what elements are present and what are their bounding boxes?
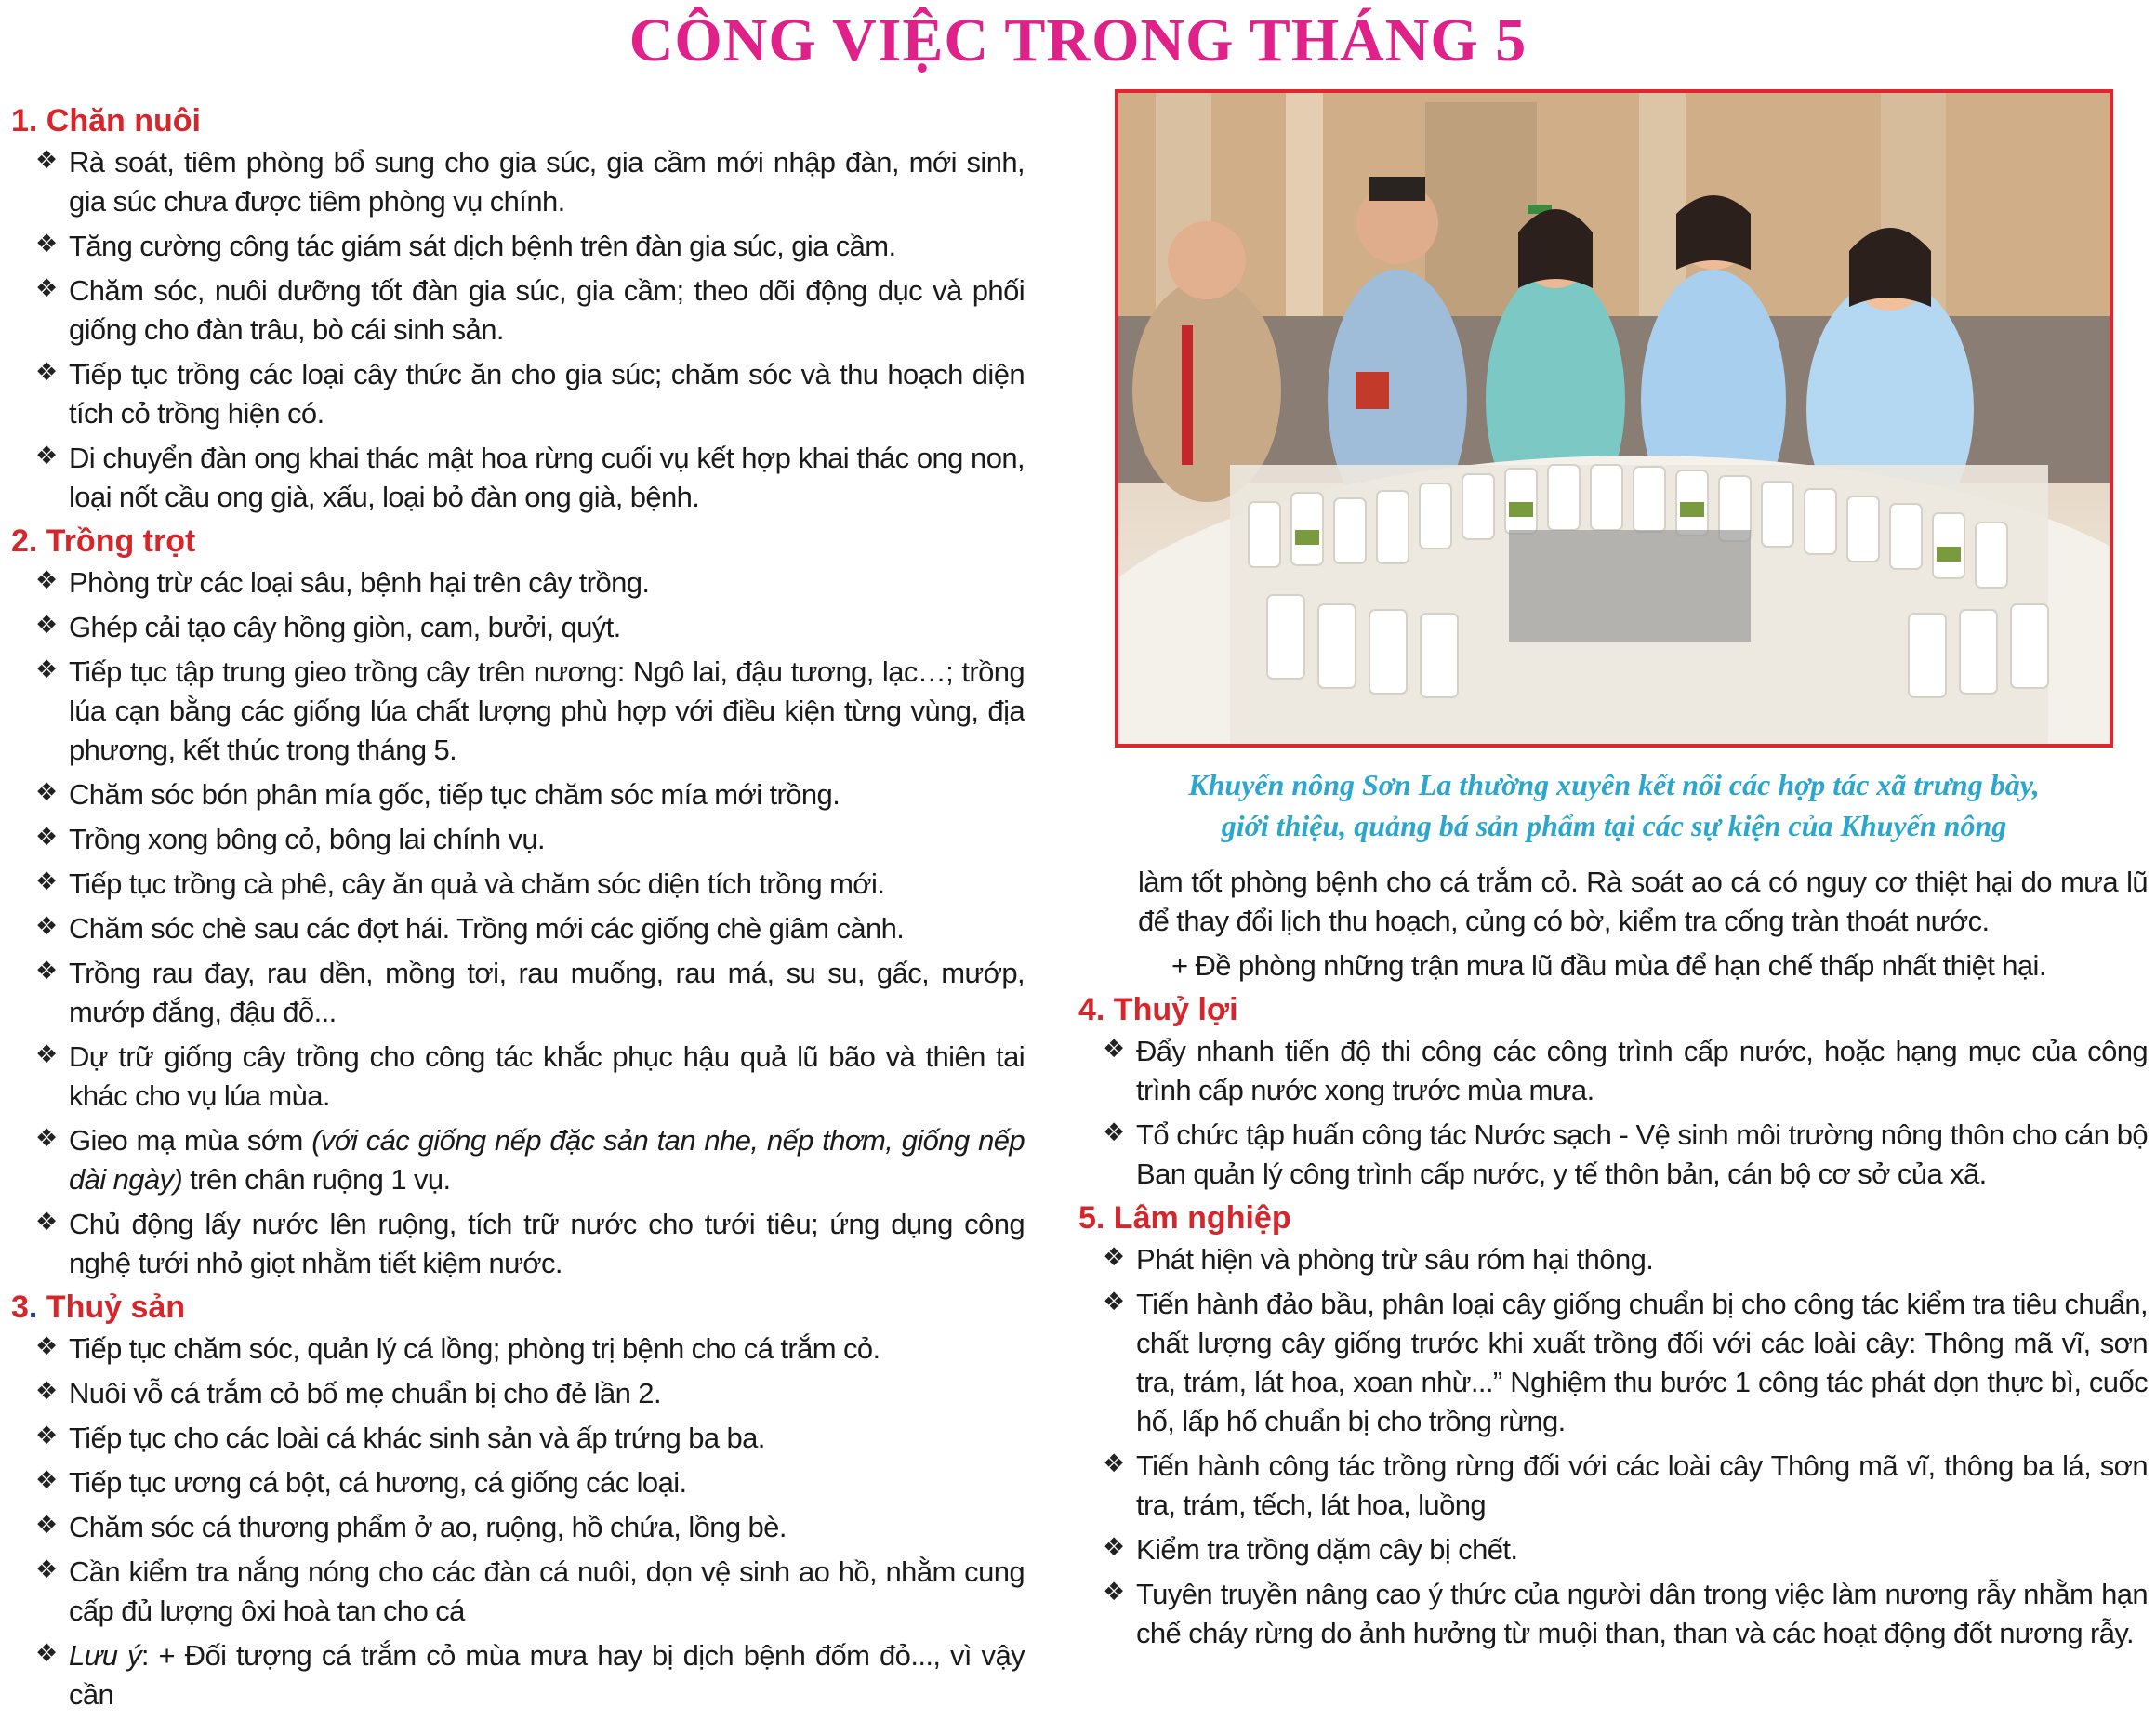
diamond-bullet-icon: ❖ [1103,1449,1125,1478]
list-item: ❖ Phòng trừ các loại sâu, bệnh hại trên cây trồng. [11,563,1025,602]
diamond-bullet-icon: ❖ [35,1124,58,1153]
section-heading-lam-nghiep: 5. Lâm nghiệp [1078,1200,1291,1236]
list-item: ❖ Chăm sóc, nuôi dưỡng tốt đàn gia súc, gia cầm; theo dõi động dục và phối giống cho đàn trâu, bò cái sinh sản. [11,271,1025,350]
list-item: ❖ Tuyên truyền nâng cao ý thức của người dân trong việc làm nương rẫy nhằm hạn chế cháy rừng do ảnh hưởng từ muội than, than và các hoạt động đốt nương rẫy. [1078,1575,2148,1653]
diamond-bullet-icon: ❖ [1103,1035,1125,1064]
diamond-bullet-icon: ❖ [1103,1243,1125,1272]
list-item: ❖ Tổ chức tập huấn công tác Nước sạch - Vệ sinh môi trường nông thôn cho cán bộ Ban quản lý công trình cấp nước, y tế thôn bản, cán bộ cơ sở của xã. [1078,1116,2148,1194]
diamond-bullet-icon: ❖ [35,1511,58,1540]
diamond-bullet-icon: ❖ [1103,1288,1125,1316]
list-item: ❖ Tiếp tục chăm sóc, quản lý cá lồng; phòng trị bệnh cho cá trắm cỏ. [11,1330,1025,1369]
diamond-bullet-icon: ❖ [1103,1533,1125,1562]
note-plus: + Đề phòng những trận mưa lũ đầu mùa để hạn chế thấp nhất thiệt hại. [1171,949,2046,982]
diamond-bullet-icon: ❖ [35,274,58,303]
list-item: ❖ Đẩy nhanh tiến độ thi công các công trình cấp nước, hoặc hạng mục của công trình cấp nước xong trước mùa mưa. [1078,1032,2148,1110]
diamond-bullet-icon: ❖ [35,957,58,986]
section-heading-chan-nuoi: 1. Chăn nuôi [11,103,201,139]
diamond-bullet-icon: ❖ [35,1208,58,1237]
diamond-bullet-icon: ❖ [35,1555,58,1584]
diamond-bullet-icon: ❖ [1103,1118,1125,1147]
list-item: ❖ Tiếp tục cho các loài cá khác sinh sản và ấp trứng ba ba. [11,1419,1025,1458]
list-item: ❖ Chủ động lấy nước lên ruộng, tích trữ nước cho tưới tiêu; ứng dụng công nghệ tưới nhỏ giọt nhằm tiết kiệm nước. [11,1205,1025,1283]
section-heading-thuy-loi: 4. Thuỷ lợi [1078,992,1238,1027]
list-item: ❖ Tăng cường công tác giám sát dịch bệnh trên đàn gia súc, gia cầm. [11,227,1025,266]
diamond-bullet-icon: ❖ [35,1639,58,1668]
list-item: ❖ Chăm sóc chè sau các đợt hái. Trồng mới các giống chè giâm cành. [11,909,1025,948]
list-item: ❖ Kiểm tra trồng dặm cây bị chết. [1078,1530,2148,1569]
diamond-bullet-icon: ❖ [35,912,58,941]
diamond-bullet-icon: ❖ [35,1332,58,1361]
photo-illustration [1118,93,2110,744]
list-item: ❖ Trồng rau đay, rau dền, mồng tơi, rau muống, rau má, su su, gấc, mướp, mướp đắng, đậu đỗ... [11,954,1025,1032]
list-item: ❖ Gieo mạ mùa sớm (với các giống nếp đặc sản tan nhe, nếp thơm, giống nếp dài ngày) trên chân ruộng 1 vụ. [11,1121,1025,1199]
page-title: CÔNG VIỆC TRONG THÁNG 5 [628,7,1528,74]
left-column [11,97,1025,1720]
diamond-bullet-icon: ❖ [35,778,58,807]
diamond-bullet-icon: ❖ [35,566,58,595]
section-heading-trong-trot: 2. Trồng trọt [11,523,196,559]
list-item: ❖ Phát hiện và phòng trừ sâu róm hại thông. [1078,1240,2148,1279]
note-continuation: làm tốt phòng bệnh cho cá trắm cỏ. Rà soát ao cá có nguy cơ thiệt hại do mưa lũ để thay đổi lịch thu hoạch, củng có bờ, kiểm tra cống tràn thoát nước. [1138,866,2148,937]
diamond-bullet-icon: ❖ [35,358,58,387]
list-item: ❖ Rà soát, tiêm phòng bổ sung cho gia súc, gia cầm mới nhập đàn, mới sinh, gia súc chưa được tiêm phòng vụ chính. [11,143,1025,221]
list-item: ❖ Tiến hành công tác trồng rừng đối với các loài cây Thông mã vĩ, thông ba lá, sơn tra, trám, tếch, lát hoa, luồng [1078,1447,2148,1525]
list-item: ❖ Dự trữ giống cây trồng cho công tác khắc phục hậu quả lũ bão và thiên tai khác cho vụ lúa mùa. [11,1038,1025,1116]
list-item: ❖ Chăm sóc bón phân mía gốc, tiếp tục chăm sóc mía mới trồng. [11,775,1025,814]
diamond-bullet-icon: ❖ [35,611,58,640]
event-photo [1115,89,2113,748]
list-item: ❖ Tiếp tục trồng các loại cây thức ăn cho gia súc; chăm sóc và thu hoạch diện tích cỏ trồng hiện có. [11,355,1025,433]
list-item: ❖ Nuôi vỗ cá trắm cỏ bố mẹ chuẩn bị cho đẻ lần 2. [11,1374,1025,1413]
diamond-bullet-icon: ❖ [35,1040,58,1069]
diamond-bullet-icon: ❖ [35,442,58,470]
list-item: ❖ Tiếp tục ương cá bột, cá hương, cá giống các loại. [11,1463,1025,1502]
diamond-bullet-icon: ❖ [1103,1578,1125,1607]
list-item: ❖ Trồng xong bông cỏ, bông lai chính vụ. [11,820,1025,859]
right-column [1078,863,2148,1659]
list-item: ❖ Ghép cải tạo cây hồng giòn, cam, bưởi, quýt. [11,608,1025,647]
note-item: ❖ Lưu ý: + Đối tượng cá trắm cỏ mùa mưa hay bị dịch bệnh đốm đỏ..., vì vậy cần [11,1636,1025,1714]
diamond-bullet-icon: ❖ [35,655,58,684]
diamond-bullet-icon: ❖ [35,146,58,175]
diamond-bullet-icon: ❖ [35,1422,58,1450]
diamond-bullet-icon: ❖ [35,1466,58,1495]
list-item: ❖ Tiếp tục tập trung gieo trồng cây trên nương: Ngô lai, đậu tương, lạc…; trồng lúa cạn bằng các giống lúa chất lượng phù hợp với điều kiện từng vùng, địa phương, kết thúc trong tháng 5. [11,653,1025,770]
photo-caption: Khuyến nông Sơn La thường xuyên kết nối các hợp tác xã trưng bày, giới thiệu, quảng bá sản phẩm tại các sự kiện của Khuyến nông [1188,768,2040,842]
section-heading-thuy-san: 3. Thuỷ sản [11,1290,186,1325]
list-item: ❖ Cần kiểm tra nắng nóng cho các đàn cá nuôi, dọn vệ sinh ao hồ, nhằm cung cấp đủ lượng ôxi hoà tan cho cá [11,1553,1025,1631]
list-item: ❖ Tiến hành đảo bầu, phân loại cây giống chuẩn bị cho công tác kiểm tra tiêu chuẩn, chất lượng cây giống trước khi xuất trồng đối với các loài cây: Thông mã vĩ, sơn tra, trám, lát hoa, xoan nhừ...” Nghiệm thu bước 1 công tác phát dọn thực bì, cuốc hố, lấp hố chuẩn bị cho trồng rừng. [1078,1285,2148,1441]
list-item: ❖ Di chuyển đàn ong khai thác mật hoa rừng cuối vụ kết hợp khai thác ong non, loại nốt cầu ong già, xấu, loại bỏ đàn ong già, bệnh. [11,439,1025,517]
list-item: ❖ Tiếp tục trồng cà phê, cây ăn quả và chăm sóc diện tích trồng mới. [11,865,1025,904]
diamond-bullet-icon: ❖ [35,823,58,852]
diamond-bullet-icon: ❖ [35,230,58,258]
diamond-bullet-icon: ❖ [35,1377,58,1406]
diamond-bullet-icon: ❖ [35,867,58,896]
list-item: ❖ Chăm sóc cá thương phẩm ở ao, ruộng, hồ chứa, lồng bè. [11,1508,1025,1547]
